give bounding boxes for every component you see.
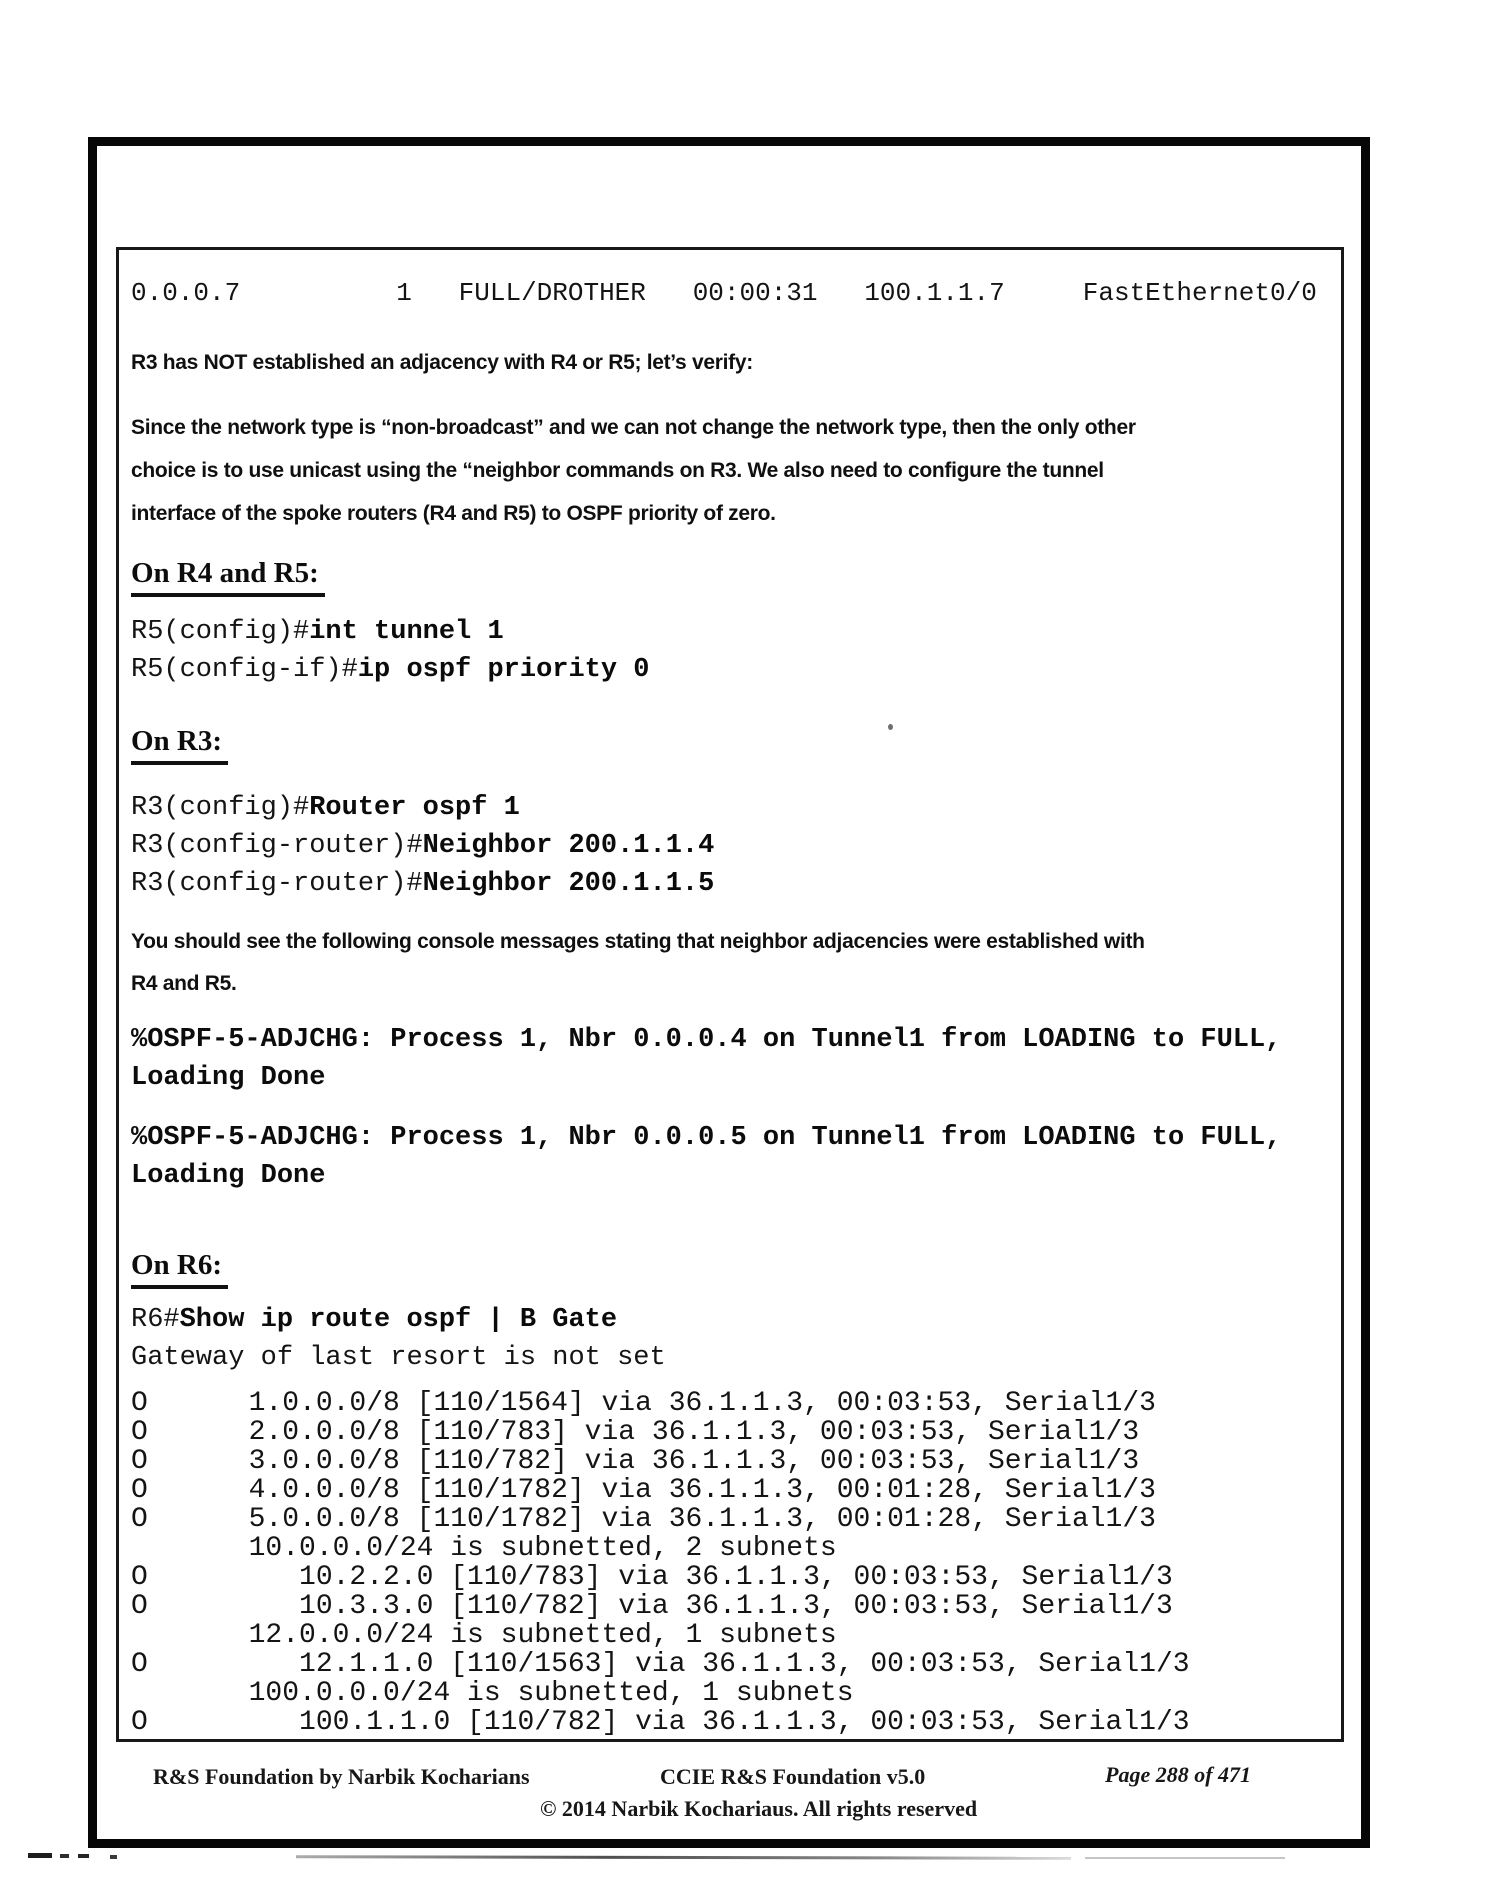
content-box <box>116 247 1344 1742</box>
scan-dash-artifact <box>60 1854 69 1858</box>
cli-prompt: R5(config-if)# <box>131 655 358 685</box>
paragraph-line: choice is to use unicast using the “neighbor commands on R3. We also need to configure the tunnel <box>131 459 1104 482</box>
scan-dash-artifact <box>28 1853 52 1858</box>
route-line: O 4.0.0.0/8 [110/1782] via 36.1.1.3, 00:01:28, Serial1/3 <box>131 1475 1156 1506</box>
scan-dash-artifact <box>78 1854 89 1858</box>
console-message-line: %OSPF-5-ADJCHG: Process 1, Nbr 0.0.0.4 on Tunnel1 from LOADING to FULL, <box>131 1025 1282 1055</box>
footer-copyright: © 2014 Narbik Kochariaus. All rights reserved <box>540 1796 978 1821</box>
route-line: O 2.0.0.0/8 [110/783] via 36.1.1.3, 00:03:53, Serial1/3 <box>131 1417 1140 1448</box>
cli-command: int tunnel 1 <box>309 617 504 647</box>
code-line <box>131 1301 1341 1339</box>
cli-prompt: R5(config)# <box>131 617 310 647</box>
route-line: O 10.3.3.0 [110/782] via 36.1.1.3, 00:03:53, Serial1/3 <box>131 1591 1173 1622</box>
verify-note: R3 has NOT established an adjacency with R4 or R5; let’s verify: <box>131 351 753 374</box>
cli-command: Show ip route ospf | B Gate <box>179 1305 618 1335</box>
route-line: 100.0.0.0/24 is subnetted, 1 subnets <box>131 1678 854 1709</box>
ospf-neighbor-row: 0.0.0.7 1 FULL/DROTHER 00:00:31 100.1.1.7 FastEthernet0/0 <box>131 278 1317 308</box>
paragraph-line: Since the network type is “non-broadcast” and we can not change the network type, then the only other <box>131 416 1136 439</box>
console-message-adjchg-2 <box>131 1119 1341 1195</box>
heading-on-r4-and-r5 <box>131 557 1341 597</box>
heading-text: On R4 and R5: <box>131 557 325 597</box>
cli-command: Neighbor 200.1.1.5 <box>422 869 715 899</box>
heading-on-r6 <box>131 1249 1341 1289</box>
scan-dash-artifact <box>110 1855 117 1859</box>
heading-on-r3 <box>131 725 1341 765</box>
r5-config-code <box>131 613 1341 689</box>
code-line <box>131 789 1341 827</box>
cli-prompt: R6# <box>131 1305 180 1335</box>
route-line: 12.0.0.0/24 is subnetted, 1 subnets <box>131 1620 837 1651</box>
cli-command: Router ospf 1 <box>309 793 520 823</box>
heading-text: On R6: <box>131 1249 228 1289</box>
r3-config-code <box>131 789 1341 903</box>
route-line: O 5.0.0.0/8 [110/1782] via 36.1.1.3, 00:01:28, Serial1/3 <box>131 1504 1156 1535</box>
console-message-line: Loading Done <box>131 1161 326 1191</box>
gateway-line: Gateway of last resort is not set <box>131 1343 666 1373</box>
ospf-route-table <box>131 1389 1341 1737</box>
route-line: O 10.2.2.0 [110/783] via 36.1.1.3, 00:03:53, Serial1/3 <box>131 1562 1173 1593</box>
route-line: O 100.1.1.0 [110/782] via 36.1.1.3, 00:03:53, Serial1/3 <box>131 1707 1190 1738</box>
cli-command: Neighbor 200.1.1.4 <box>422 831 715 861</box>
route-line: O 3.0.0.0/8 [110/782] via 36.1.1.3, 00:03:53, Serial1/3 <box>131 1446 1140 1477</box>
route-line: 10.0.0.0/24 is subnetted, 2 subnets <box>131 1533 837 1564</box>
scan-streak-artifact <box>296 1855 1071 1860</box>
code-line <box>131 651 1341 689</box>
paragraph-line: interface of the spoke routers (R4 and R5) to OSPF priority of zero. <box>131 502 776 525</box>
console-message-line: %OSPF-5-ADJCHG: Process 1, Nbr 0.0.0.5 on Tunnel1 from LOADING to FULL, <box>131 1123 1282 1153</box>
console-message-line: Loading Done <box>131 1063 326 1093</box>
route-line: O 12.1.1.0 [110/1563] via 36.1.1.3, 00:03:53, Serial1/3 <box>131 1649 1190 1680</box>
console-message-adjchg-1 <box>131 1021 1341 1097</box>
code-line <box>131 865 1341 903</box>
cli-prompt: R3(config-router)# <box>131 831 423 861</box>
explanation-paragraph <box>131 406 1341 535</box>
footer-edition: CCIE R&S Foundation v5.0 <box>660 1764 926 1789</box>
code-line <box>131 827 1341 865</box>
paragraph-line: R4 and R5. <box>131 972 237 995</box>
r6-show-command <box>131 1301 1341 1377</box>
cli-prompt: R3(config)# <box>131 793 310 823</box>
cli-command: ip ospf priority 0 <box>357 655 650 685</box>
code-line <box>131 613 1341 651</box>
paragraph-line: You should see the following console messages stating that neighbor adjacencies were established with <box>131 930 1145 953</box>
heading-text: On R3: <box>131 725 228 765</box>
console-note-paragraph <box>131 921 1341 1005</box>
scan-streak-artifact <box>1085 1857 1285 1859</box>
footer-book-title: R&S Foundation by Narbik Kocharians <box>153 1764 530 1789</box>
cli-prompt: R3(config-router)# <box>131 869 423 899</box>
scan-dot-artifact <box>888 724 893 730</box>
route-line: O 1.0.0.0/8 [110/1564] via 36.1.1.3, 00:03:53, Serial1/3 <box>131 1388 1156 1419</box>
footer-page-number: Page 288 of 471 <box>1105 1762 1252 1787</box>
